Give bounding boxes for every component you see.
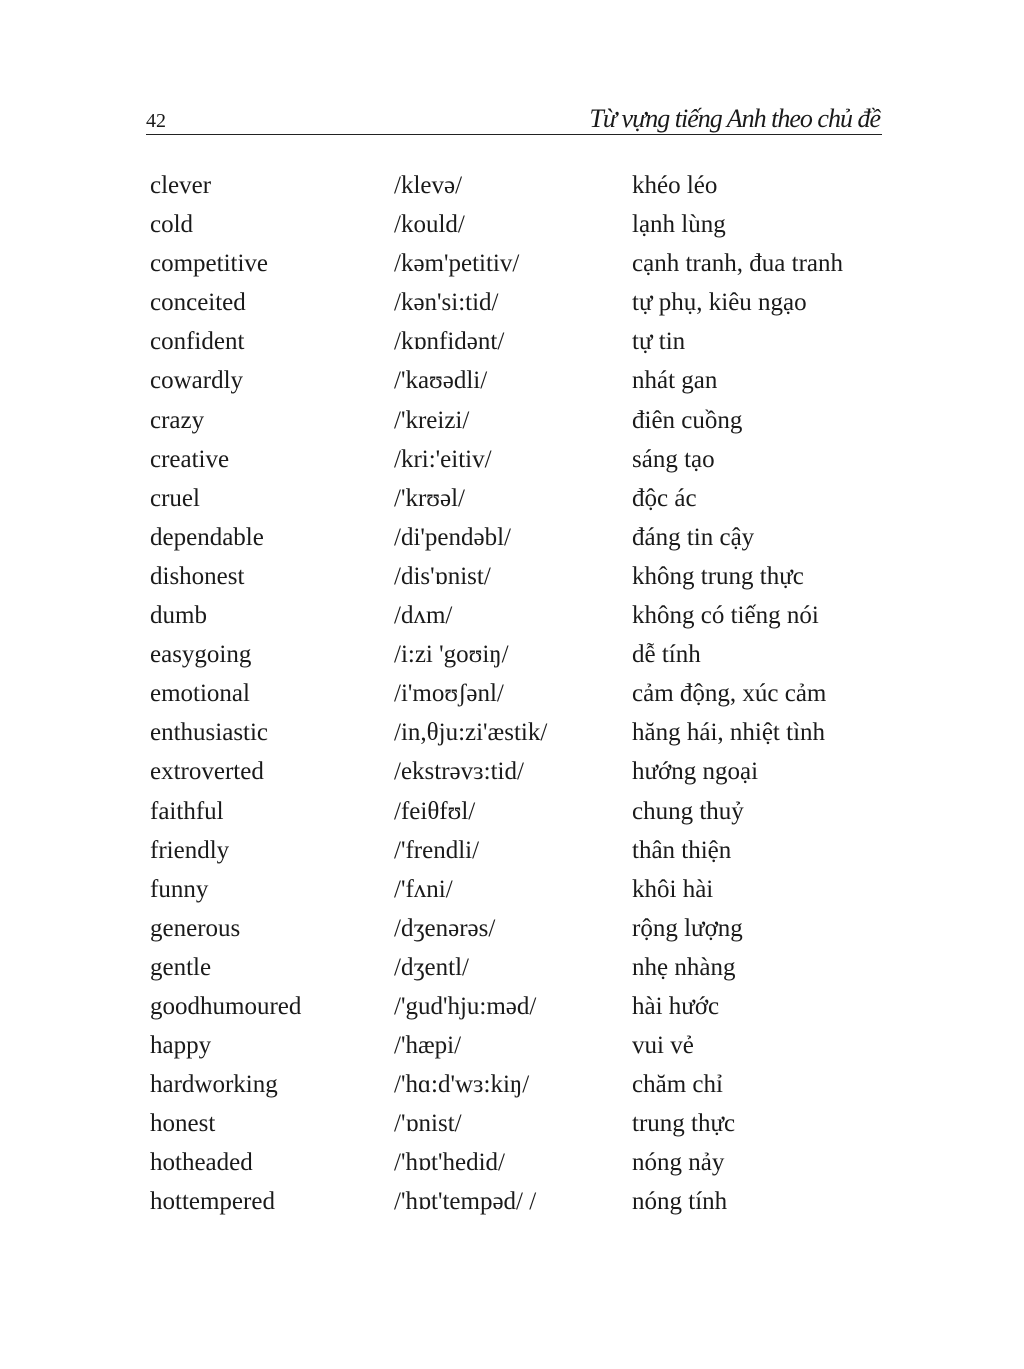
english-word: funny: [150, 875, 209, 903]
vocabulary-row: [150, 166, 890, 205]
vocabulary-row: [150, 361, 890, 400]
phonetic-transcription: /feiθfʊl/: [394, 797, 476, 825]
vietnamese-meaning: hăng hái, nhiệt tình: [632, 719, 826, 747]
english-word: goodhumoured: [150, 992, 302, 1020]
vietnamese-meaning: cảm động, xúc cảm: [632, 680, 827, 708]
english-word: friendly: [150, 836, 230, 864]
vocabulary-row: [150, 635, 890, 674]
vietnamese-meaning: dễ tính: [632, 641, 701, 669]
english-word: hottempered: [150, 1188, 275, 1216]
vietnamese-meaning: nhát gan: [632, 367, 718, 395]
vocabulary-row: [150, 596, 890, 635]
phonetic-transcription: /'krʊəl/: [394, 484, 465, 512]
page-number: 42: [146, 110, 166, 132]
english-word: crazy: [150, 406, 205, 434]
vocabulary-row: [150, 987, 890, 1026]
vietnamese-meaning: không trung thực: [632, 562, 804, 590]
phonetic-transcription: /kəm'petitiv/: [394, 250, 520, 278]
phonetic-transcription: /ekstrəvɜ:tid/: [394, 758, 524, 786]
vocabulary-row: [150, 205, 890, 244]
vietnamese-meaning: tự tin: [632, 328, 686, 356]
english-word: extroverted: [150, 758, 264, 786]
vocabulary-row: [150, 1104, 890, 1143]
vietnamese-meaning: điên cuồng: [632, 406, 743, 434]
phonetic-transcription: /'hɑ:d'wɜ:kiŋ/: [394, 1071, 530, 1099]
phonetic-transcription: /di'pendəbl/: [394, 523, 511, 551]
vietnamese-meaning: cạnh tranh, đua tranh: [632, 250, 844, 278]
phonetic-transcription: /'kreizi/: [394, 406, 470, 434]
phonetic-transcription: /i:zi 'goʊiŋ/: [394, 641, 509, 669]
vocabulary-row: [150, 1026, 890, 1065]
vocabulary-row: [150, 831, 890, 870]
vietnamese-meaning: khôi hài: [632, 875, 714, 903]
vocabulary-row: [150, 1143, 890, 1182]
vietnamese-meaning: nóng nảy: [632, 1149, 725, 1177]
phonetic-transcription: /'hɒt'tempəd/ /: [394, 1188, 537, 1216]
vocabulary-row: [150, 948, 890, 987]
english-word: enthusiastic: [150, 719, 269, 747]
vietnamese-meaning: lạnh lùng: [632, 211, 726, 239]
vocabulary-row: [150, 440, 890, 479]
english-word: dishonest: [150, 562, 245, 590]
vocabulary-row: [150, 557, 890, 596]
running-title: Từ vựng tiếng Anh theo chủ đề: [589, 104, 880, 133]
phonetic-transcription: /dʒentl/: [394, 953, 469, 981]
vietnamese-meaning: sáng tạo: [632, 445, 715, 473]
english-word: emotional: [150, 680, 250, 708]
vocabulary-row: [150, 870, 890, 909]
vietnamese-meaning: khéo léo: [632, 172, 718, 199]
vietnamese-meaning: trung thực: [632, 1110, 736, 1138]
phonetic-transcription: /'fʌni/: [394, 875, 453, 903]
phonetic-transcription: /in,θju:zi'æstik/: [394, 719, 548, 747]
vocabulary-row: [150, 1065, 890, 1104]
vocabulary-list: [150, 166, 890, 1222]
english-word: happy: [150, 1032, 212, 1060]
phonetic-transcription: /'frendli/: [394, 836, 480, 864]
phonetic-transcription: /kould/: [394, 211, 465, 239]
phonetic-transcription: /kɒnfidənt/: [394, 328, 505, 356]
vocabulary-row: [150, 244, 890, 283]
english-word: confident: [150, 328, 245, 356]
vietnamese-meaning: vui vẻ: [632, 1032, 694, 1060]
english-word: cold: [150, 211, 194, 239]
vietnamese-meaning: không có tiếng nói: [632, 602, 819, 630]
vietnamese-meaning: nóng tính: [632, 1188, 728, 1216]
vietnamese-meaning: thân thiện: [632, 836, 732, 864]
vietnamese-meaning: chăm chỉ: [632, 1071, 723, 1099]
phonetic-transcription: /'gud'hju:məd/: [394, 992, 537, 1020]
english-word: hardworking: [150, 1071, 278, 1099]
phonetic-transcription: /kən'si:tid/: [394, 289, 499, 317]
vocabulary-row: [150, 752, 890, 791]
vocabulary-row: [150, 322, 890, 361]
english-word: easygoing: [150, 641, 252, 669]
english-word: honest: [150, 1110, 216, 1138]
phonetic-transcription: /'ɒnist/: [394, 1110, 462, 1138]
vietnamese-meaning: nhẹ nhàng: [632, 953, 736, 981]
vietnamese-meaning: đáng tin cậy: [632, 523, 755, 551]
phonetic-transcription: /'kaʊədli/: [394, 367, 488, 395]
english-word: cruel: [150, 484, 200, 512]
english-word: hotheaded: [150, 1149, 253, 1177]
phonetic-transcription: /klevə/: [394, 172, 463, 199]
english-word: competitive: [150, 250, 269, 278]
english-word: dumb: [150, 602, 207, 630]
english-word: clever: [150, 172, 212, 199]
vocabulary-row: [150, 674, 890, 713]
vietnamese-meaning: chung thuỷ: [632, 797, 744, 825]
vocabulary-row: [150, 518, 890, 557]
vocabulary-row: [150, 909, 890, 948]
vocabulary-row: [150, 792, 890, 831]
vocabulary-row: [150, 283, 890, 322]
vietnamese-meaning: hài hước: [632, 992, 720, 1020]
english-word: conceited: [150, 289, 246, 317]
english-word: cowardly: [150, 367, 244, 395]
english-word: faithful: [150, 797, 224, 825]
vietnamese-meaning: rộng lượng: [632, 914, 743, 942]
phonetic-transcription: /'hæpi/: [394, 1032, 462, 1060]
english-word: creative: [150, 445, 230, 473]
phonetic-transcription: /dis'ɒnist/: [394, 562, 491, 590]
vietnamese-meaning: hướng ngoại: [632, 758, 759, 786]
phonetic-transcription: /dʌm/: [394, 602, 453, 630]
phonetic-transcription: /'hɒt'hedid/: [394, 1149, 505, 1177]
phonetic-transcription: /dʒenərəs/: [394, 914, 496, 942]
vocabulary-row: [150, 401, 890, 440]
english-word: gentle: [150, 953, 212, 981]
vietnamese-meaning: tự phụ, kiêu ngạo: [632, 289, 807, 317]
phonetic-transcription: /i'moʊʃənl/: [394, 680, 504, 708]
phonetic-transcription: /kri:'eitiv/: [394, 445, 492, 473]
vocabulary-row: [150, 713, 890, 752]
english-word: dependable: [150, 523, 264, 551]
vocabulary-row: [150, 1182, 890, 1221]
vietnamese-meaning: độc ác: [632, 484, 697, 512]
english-word: generous: [150, 914, 241, 942]
vocabulary-row: [150, 479, 890, 518]
page-header: [146, 100, 882, 135]
